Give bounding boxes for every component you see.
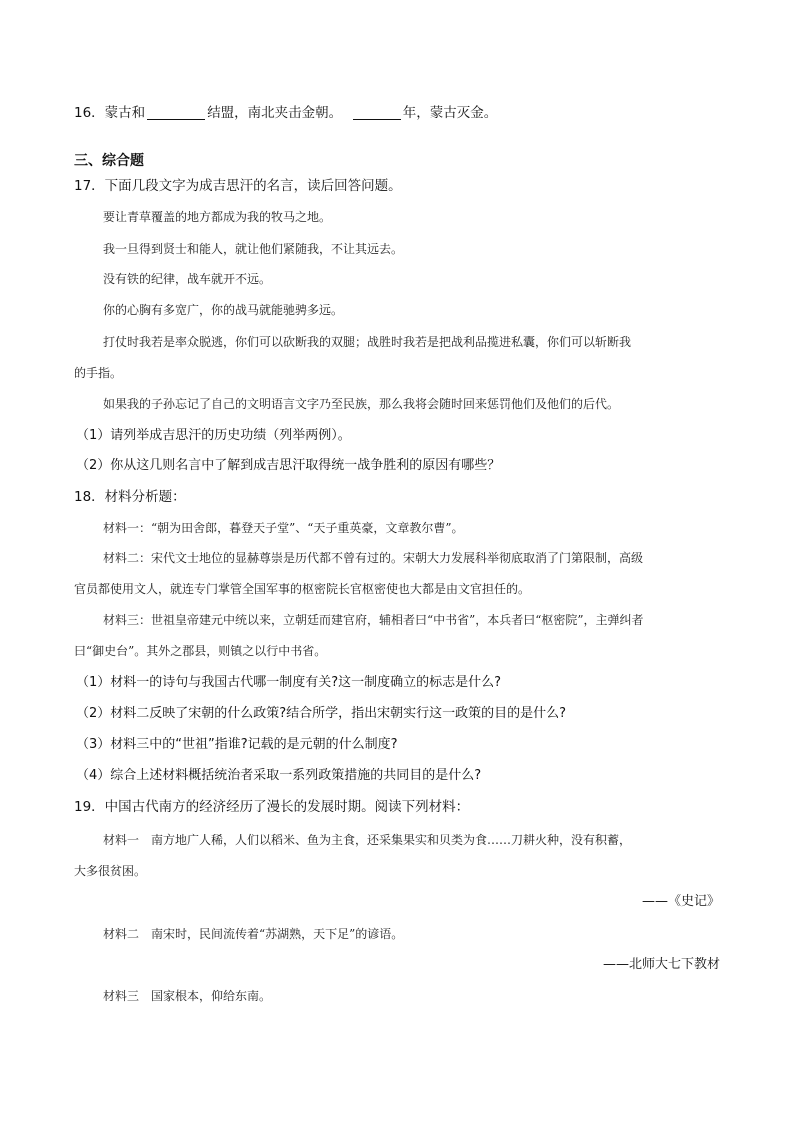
q17-sub-question-2: （2）你从这几则名言中了解到成吉思汗取得统一战争胜利的原因有哪些？ bbox=[76, 458, 501, 473]
q19-material-3: 材料三 国家根本，仰给东南。 bbox=[103, 989, 272, 1003]
answer-blank-2[interactable] bbox=[353, 105, 401, 120]
q17-quote-2: 我一旦得到贤士和能人，就让他们紧随我，不让其远去。 bbox=[103, 242, 404, 256]
q17-quote-6: 如果我的子孙忘记了自己的文明语言文字乃至民族，那么我将会随时回来惩罚他们及他们的后代。 bbox=[103, 397, 620, 411]
q17-quote-1: 要让青草覆盖的地方都成为我的牧马之地。 bbox=[103, 210, 332, 224]
q18-sub-question-3: （3）材料三中的“世祖”指谁?记载的是元朝的什么制度? bbox=[76, 737, 398, 752]
question-19-stem: 19．中国古代南方的经济经历了漫长的发展时期。阅读下列材料： bbox=[74, 799, 470, 815]
answer-blank-1[interactable] bbox=[147, 105, 205, 120]
q19-material-1-line1: 材料一 南方地广人稀，人们以稻米、鱼为主食，还采集果实和贝类为食……刀耕火种，没有积蓄， bbox=[103, 833, 632, 847]
q19-material-2: 材料二 南宋时，民间流传着“苏湖熟，天下足”的谚语。 bbox=[103, 927, 404, 941]
q18-sub-question-1: （1）材料一的诗句与我国古代哪一制度有关?这一制度确立的标志是什么? bbox=[76, 675, 502, 690]
question-16 bbox=[74, 104, 497, 122]
q16-text-part2: 结盟，南北夹击金朝。 bbox=[207, 105, 343, 121]
q18-sub-question-4: （4）综合上述材料概括统治者采取一系列政策措施的共同目的是什么? bbox=[76, 768, 482, 783]
q18-sub-question-2: （2）材料二反映了宋朝的什么政策?结合所学，指出宋朝实行这一政策的目的是什么? bbox=[76, 706, 567, 721]
q17-quote-4: 你的心胸有多宽广，你的战马就能驰骋多远。 bbox=[103, 303, 344, 317]
q18-material-3-line2: 曰“御史台”。其外之郡县，则镇之以行中书省。 bbox=[74, 644, 327, 658]
question-17-stem: 17．下面几段文字为成吉思汗的名言，读后回答问题。 bbox=[74, 178, 402, 194]
q19-source-2: ——北师大七下教材 bbox=[602, 957, 720, 972]
q17-sub-question-1: （1）请列举成吉思汗的历史功绩（列举两例）。 bbox=[76, 428, 351, 443]
question-18-stem: 18．材料分析题： bbox=[74, 489, 186, 505]
q17-quote-5-cont: 的手指。 bbox=[74, 366, 123, 380]
q18-material-1: 材料一：“朝为田舍郎，暮登天子堂”、“天子重英豪，文章教尔曹”。 bbox=[103, 521, 464, 535]
section-title: 三、综合题 bbox=[74, 153, 144, 169]
q19-material-1-line2: 大多很贫困。 bbox=[74, 864, 147, 878]
q16-text-part3: 年，蒙古灭金。 bbox=[402, 105, 498, 121]
q17-quote-5: 打仗时我若是率众脱逃，你们可以砍断我的双腿；战胜时我若是把战利品揽进私囊，你们可以斩断我 bbox=[103, 335, 632, 349]
q17-quote-3: 没有铁的纪律，战车就开不远。 bbox=[103, 272, 272, 286]
q16-text-part1: 16．蒙古和 bbox=[74, 105, 146, 121]
q18-material-2-line1: 材料二：宋代文士地位的显赫尊崇是历代都不曾有过的。宋朝大力发展科举彻底取消了门第限制，高级 bbox=[103, 551, 644, 565]
q19-source-1: ——《史记》 bbox=[641, 894, 720, 909]
q18-material-2-line2: 官员都使用文人，就连专门掌管全国军事的枢密院长官枢密使也大都是由文官担任的。 bbox=[74, 582, 531, 596]
q18-material-3-line1: 材料三：世祖皇帝建元中统以来，立朝廷而建官府，辅相者曰“中书省”，本兵者曰“枢密院”，主弹纠者 bbox=[103, 613, 644, 627]
